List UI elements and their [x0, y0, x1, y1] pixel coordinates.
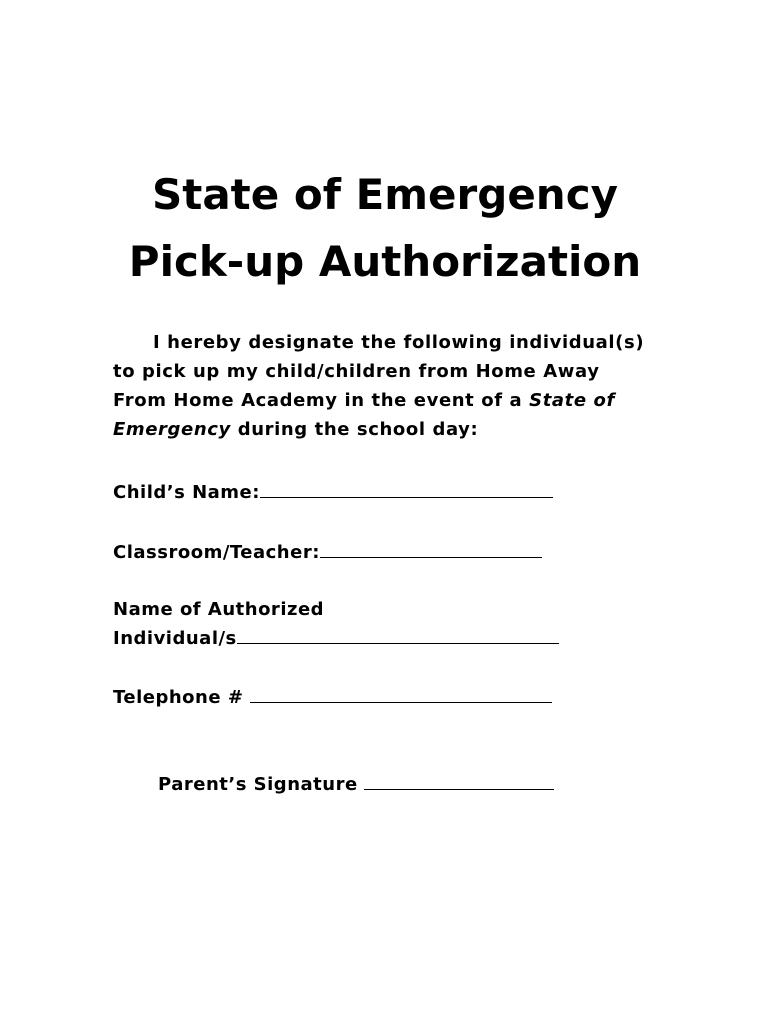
state-of-emergency-emphasis-2: Emergency: [113, 419, 231, 440]
authorized-individual-blank[interactable]: [237, 625, 559, 644]
form-title-line-2: Pick-up Authorization: [128, 237, 642, 286]
parent-signature-field: [158, 770, 554, 799]
classroom-teacher-label: Classroom/Teacher:: [113, 542, 320, 563]
child-name-blank[interactable]: [260, 479, 553, 498]
designation-paragraph: [113, 328, 673, 444]
paragraph-line-2: to pick up my child/children from Home Away: [113, 361, 600, 382]
telephone-field: [113, 683, 552, 712]
authorized-individual-label: Individual/s: [113, 628, 237, 649]
authorized-individual-label-line-1: Name of Authorized: [113, 599, 325, 620]
paragraph-line-3: [113, 386, 673, 415]
classroom-teacher-field: [113, 538, 542, 567]
parent-signature-blank[interactable]: [364, 771, 554, 790]
paragraph-line-1: I hereby designate the following individual(s): [153, 332, 645, 353]
child-name-field: [113, 478, 553, 507]
form-title-line-1: State of Emergency: [152, 170, 618, 219]
state-of-emergency-emphasis-1: State of: [529, 390, 615, 411]
authorized-individual-field: [113, 624, 559, 653]
paragraph-line-4: [113, 415, 673, 444]
child-name-label: Child’s Name:: [113, 482, 260, 503]
parent-signature-label: Parent’s Signature: [158, 774, 365, 795]
paragraph-line-3-text: From Home Academy in the event of a: [113, 390, 530, 411]
telephone-blank[interactable]: [250, 684, 552, 703]
classroom-teacher-blank[interactable]: [320, 539, 542, 558]
paragraph-line-4-text: during the school day:: [230, 419, 479, 440]
telephone-label: Telephone #: [113, 687, 251, 708]
